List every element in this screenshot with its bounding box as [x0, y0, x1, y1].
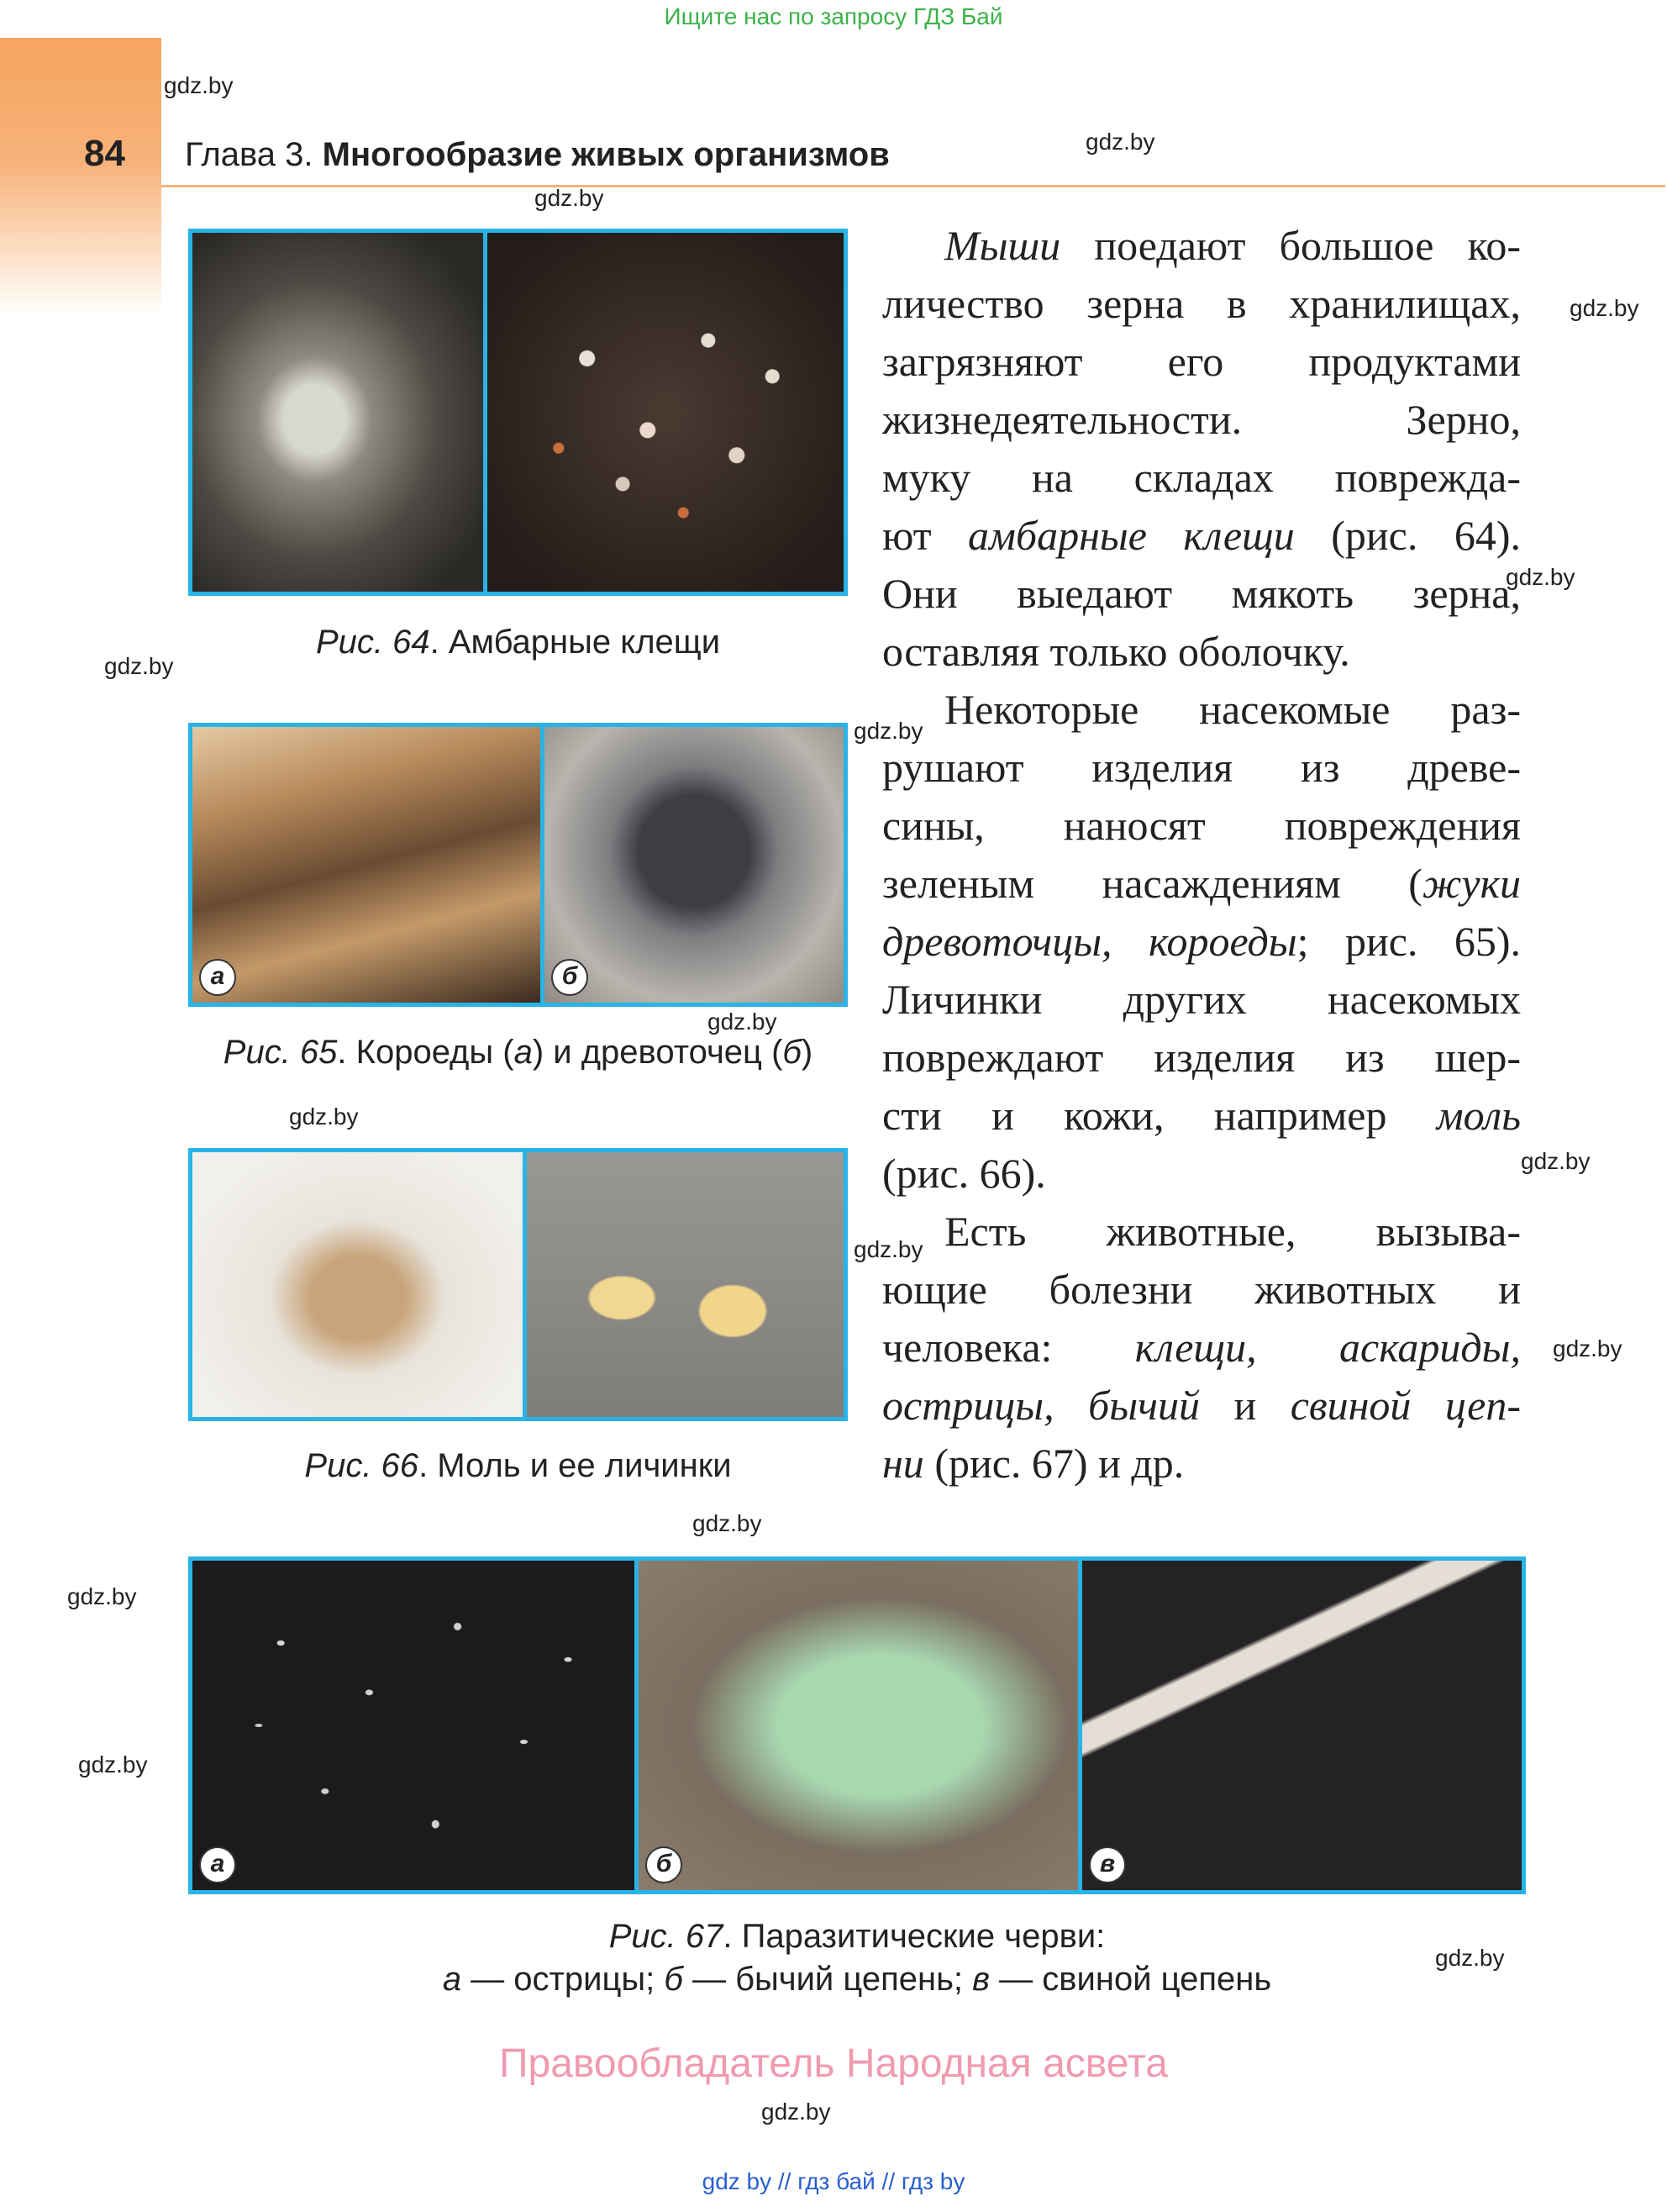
figure-64-photo — [188, 229, 848, 596]
watermark: gdz.by — [854, 718, 923, 744]
badge-a: а — [199, 959, 236, 996]
text-line: Личинки других насекомых — [882, 976, 1521, 1023]
text-line — [882, 855, 1521, 913]
caption-text: . Короеды ( — [337, 1034, 514, 1071]
text-line — [882, 1087, 1521, 1145]
caption-letter: б — [664, 1961, 683, 1998]
text-line: жизнедеятельности. Зерно, — [882, 396, 1521, 443]
watermark: gdz.by — [78, 1751, 148, 1778]
term: амбарные клещи — [968, 512, 1295, 559]
figure-64-caption — [188, 624, 848, 661]
badge-v: в — [1089, 1846, 1126, 1883]
figure-66-photo — [188, 1148, 848, 1421]
top-note: Ищите нас по запросу ГДЗ Бай — [664, 3, 1003, 29]
text-line: муку на складах поврежда- — [882, 454, 1521, 501]
text-line: сины, наносят повреждения — [882, 802, 1521, 849]
watermark: gdz.by — [164, 72, 234, 98]
watermark: gdz.by — [67, 1583, 137, 1609]
figure-66-caption — [188, 1447, 848, 1485]
text-span: человека: — [882, 1324, 1135, 1371]
caption-text: ) и древоточец ( — [532, 1034, 783, 1071]
bark-beetles-image — [192, 727, 540, 1003]
caption-letter: в — [972, 1961, 991, 1998]
watermark: gdz.by — [1521, 1148, 1591, 1174]
text-line: рушают изделия из древе- — [882, 744, 1521, 791]
figure-65-caption — [188, 1034, 848, 1072]
copyright-notice: Правообладатель Народная асвета — [499, 2041, 1168, 2086]
watermark: gdz.by — [1086, 129, 1155, 155]
text-line — [882, 217, 1521, 275]
text-span: ; рис. 65). — [1296, 918, 1521, 965]
text-span: сти и кожи, например — [882, 1092, 1437, 1139]
watermark: gdz.by — [692, 1510, 762, 1536]
text-line: личество зерна в хранилищах, — [882, 280, 1521, 327]
watermark: gdz.by — [534, 185, 604, 211]
term: моль — [1436, 1092, 1521, 1139]
figure-67-caption-line-1 — [188, 1918, 1526, 1956]
badge-b: б — [551, 959, 588, 996]
figure-67-caption — [188, 1918, 1526, 1999]
watermark: gdz.by — [854, 1236, 923, 1262]
text-line: (рис. 66). — [882, 1150, 1046, 1197]
watermark: gdz.by — [1506, 564, 1575, 590]
chapter-heading — [185, 136, 890, 174]
watermark: gdz.by — [289, 1103, 359, 1130]
watermark: gdz.by — [761, 2099, 831, 2125]
text-line — [882, 1377, 1521, 1435]
text-span: и — [1200, 1382, 1291, 1429]
chapter-title: Многообразие живых организмов — [322, 136, 890, 173]
figure-66-title: . Моль и ее личинки — [418, 1447, 732, 1484]
text-line — [882, 1319, 1521, 1377]
woodworm-beetle-image — [540, 727, 844, 1003]
text-line: ющие болезни животных и — [882, 1266, 1521, 1313]
figure-67-caption-line-2 — [188, 1961, 1526, 1999]
text-line: повреждают изделия из шер- — [882, 1034, 1521, 1081]
text-span: (рис. 67) и др. — [923, 1440, 1185, 1487]
text-line: загрязняют его продуктами — [882, 338, 1521, 385]
text-line: Они выедают мякоть зерна, — [882, 570, 1521, 617]
watermark: gdz.by — [1435, 1945, 1505, 1971]
pinworms-image — [192, 1561, 634, 1890]
figure-64-number: Рис. 64 — [315, 624, 430, 661]
watermark: gdz.by — [1553, 1335, 1622, 1361]
text-line: Есть животные, вызыва- — [944, 1208, 1521, 1255]
figure-66-number: Рис. 66 — [304, 1447, 419, 1484]
caption-text: — бычий цепень; — [682, 1961, 973, 1998]
text-line — [882, 507, 1521, 565]
figure-65-photo — [188, 723, 848, 1007]
caption-text: — свиной цепень — [990, 1961, 1272, 1998]
page-number: 84 — [84, 133, 125, 174]
grain-mite-closeup-image — [192, 233, 483, 592]
main-text — [882, 217, 1521, 1493]
term: клещи, аскариды, — [1134, 1324, 1521, 1371]
caption-letter: а — [513, 1034, 533, 1071]
caption-text: — острицы; — [461, 1961, 665, 1998]
text-span: поедают большое ко- — [1060, 222, 1521, 269]
clothes-moth-image — [192, 1152, 523, 1417]
figure-64-title: . Амбарные клещи — [429, 624, 721, 661]
figure-67-photo — [188, 1556, 1526, 1894]
badge-b: б — [645, 1846, 682, 1883]
term: древоточцы, короеды — [882, 918, 1297, 965]
badge-a: а — [199, 1846, 236, 1883]
term: Мыши — [944, 222, 1061, 269]
figure-67-title: . Паразитические черви: — [723, 1918, 1106, 1955]
grain-mites-colony-image — [483, 233, 844, 592]
caption-letter: а — [442, 1961, 462, 1998]
watermark: gdz.by — [1570, 295, 1639, 321]
text-span: ют — [882, 512, 969, 559]
text-span: (рис. 64). — [1294, 512, 1521, 559]
page-corner-tab — [0, 38, 161, 315]
text-line — [882, 1435, 1521, 1493]
term: острицы, бычий — [882, 1382, 1201, 1429]
chapter-label: Глава 3. — [185, 136, 313, 173]
moth-larvae-image — [523, 1152, 844, 1417]
beef-tapeworm-image — [634, 1561, 1078, 1890]
header-divider — [161, 185, 1665, 187]
pork-tapeworm-image — [1078, 1561, 1522, 1890]
text-line: оставляя только оболочку. — [882, 628, 1350, 675]
figure-65-number: Рис. 65 — [223, 1034, 338, 1071]
watermark: gdz.by — [104, 653, 174, 679]
figure-67-number: Рис. 67 — [608, 1918, 723, 1955]
text-line: Некоторые насекомые раз- — [944, 686, 1521, 733]
term: ни — [882, 1440, 924, 1487]
footer-links[interactable]: gdz by // гдз бай // гдз by — [702, 2168, 965, 2194]
term: жуки — [1422, 860, 1521, 907]
caption-letter: б — [782, 1034, 802, 1071]
term: свиной цеп- — [1290, 1382, 1521, 1429]
watermark: gdz.by — [707, 1009, 777, 1035]
text-line — [882, 913, 1521, 971]
text-span: зеленым насаждениям ( — [882, 860, 1422, 907]
caption-text: ) — [801, 1034, 813, 1071]
